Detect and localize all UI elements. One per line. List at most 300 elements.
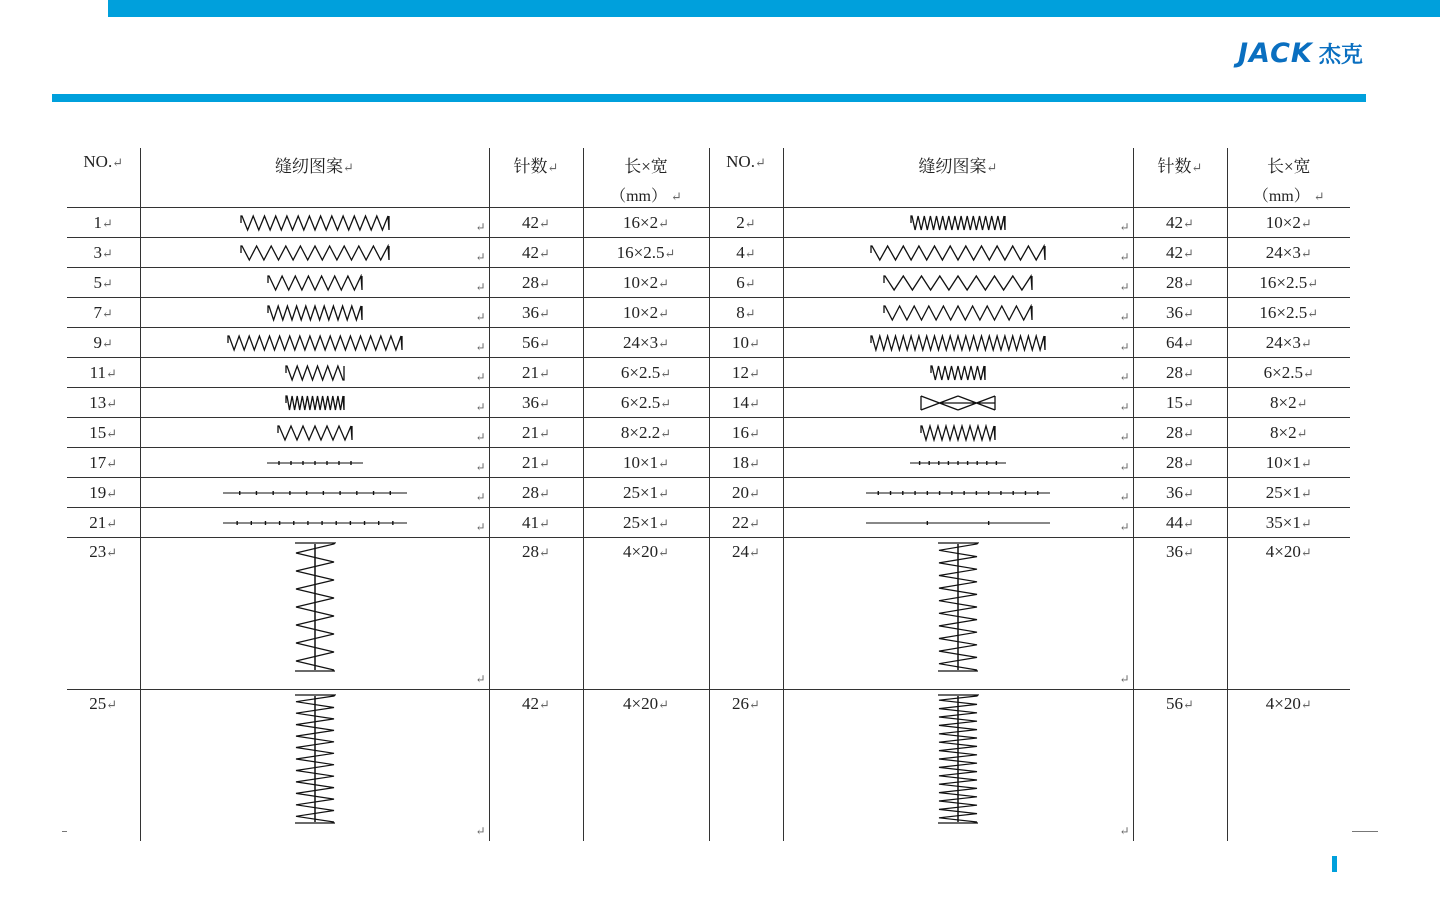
pattern-number-right-value: 18: [732, 452, 750, 472]
return-mark: ↵: [539, 365, 550, 381]
pattern-size-right: [1227, 508, 1350, 538]
stitch-count-value: 21: [522, 422, 540, 442]
return-mark: ↵: [1183, 395, 1194, 411]
table-row: [67, 690, 1350, 842]
return-mark: ↵: [1183, 215, 1194, 231]
table-row: [67, 268, 1350, 298]
pattern-size: [583, 418, 709, 448]
stitch-count: [489, 298, 583, 328]
stitch-count-value: 28: [522, 542, 540, 561]
pattern-size-value: 4×20: [623, 694, 659, 713]
pattern-size-value: 10×2: [623, 302, 659, 322]
stitch-count: [489, 358, 583, 388]
stitch-pattern-zigzag-icon: [277, 424, 353, 442]
return-mark: ↵: [1183, 697, 1194, 712]
stitch-count-right: [1133, 538, 1227, 690]
stitch-pattern-cross-icon: [920, 394, 996, 412]
return-mark: ↵: [1119, 310, 1130, 324]
stitch-pattern-line-icon: [866, 489, 1050, 497]
pattern-number: [67, 208, 140, 238]
return-mark: ↵: [1119, 460, 1130, 474]
return-mark: ↵: [539, 245, 550, 261]
return-mark: ↵: [1300, 245, 1312, 261]
pattern-diagram-right: [783, 448, 1133, 478]
stitch-count-right-value: 56: [1166, 694, 1184, 713]
return-mark: ↵: [475, 370, 486, 384]
return-mark: ↵: [475, 824, 486, 838]
pattern-number-value: 19: [89, 482, 107, 502]
stitch-pattern-zigzag-icon: [267, 274, 363, 292]
pattern-diagram: [140, 690, 489, 842]
pattern-number-right-value: 6: [736, 272, 745, 292]
return-mark: ↵: [1119, 250, 1130, 264]
return-mark: ↵: [658, 305, 669, 321]
pattern-number-value: 23: [89, 542, 107, 561]
pattern-number-value: 3: [93, 242, 103, 262]
return-mark: ↵: [1119, 400, 1130, 414]
stitch-pattern-line-icon: [223, 519, 407, 527]
pattern-number-right: [709, 298, 783, 328]
pattern-number: [67, 268, 140, 298]
stitch-count-right-value: 42: [1166, 242, 1184, 262]
return-mark: ↵: [658, 335, 669, 351]
stitch-pattern-zigzag-icon: [883, 304, 1033, 322]
pattern-size: [583, 208, 709, 238]
return-mark: ↵: [539, 395, 550, 411]
return-mark: ↵: [1300, 545, 1312, 560]
stitch-count: [489, 328, 583, 358]
pattern-size: [583, 328, 709, 358]
return-mark: ↵: [749, 365, 760, 381]
return-mark: ↵: [1183, 365, 1194, 381]
return-mark: ↵: [1307, 305, 1319, 321]
pattern-diagram-right: [783, 298, 1133, 328]
pattern-diagram: [140, 268, 489, 298]
header-stitches: 针数↵: [489, 148, 583, 208]
return-mark: ↵: [1119, 824, 1130, 838]
table-row: [67, 298, 1350, 328]
pattern-size-value: 25×1: [623, 512, 659, 532]
table-row: [67, 478, 1350, 508]
pattern-diagram: [140, 388, 489, 418]
stitch-count-right-value: 28: [1166, 362, 1184, 382]
stitch-pattern-table: [67, 148, 1350, 841]
table-header-row: [67, 148, 1350, 208]
stitch-count: [489, 418, 583, 448]
pattern-diagram: [140, 508, 489, 538]
return-mark: ↵: [749, 425, 760, 441]
return-mark: ↵: [1307, 275, 1319, 291]
pattern-number-right: [709, 418, 783, 448]
return-mark: ↵: [749, 515, 760, 531]
return-mark: ↵: [539, 425, 550, 441]
pattern-number-right: [709, 508, 783, 538]
pattern-number: [67, 298, 140, 328]
stitch-count-right: [1133, 388, 1227, 418]
stitch-pattern-zigzag-icon: [267, 304, 363, 322]
pattern-number-value: 1: [93, 212, 103, 232]
stitch-pattern-zigzag-icon: [910, 214, 1006, 232]
pattern-size: [583, 298, 709, 328]
pattern-size-right-value: 35×1: [1265, 512, 1301, 532]
stitch-count-right: [1133, 298, 1227, 328]
pattern-size-right: [1227, 388, 1350, 418]
pattern-size-value: 16×2.5: [616, 242, 665, 262]
return-mark: ↵: [749, 455, 760, 471]
pattern-diagram-right: [783, 328, 1133, 358]
return-mark: ↵: [744, 245, 756, 261]
pattern-number-right-value: 12: [732, 362, 750, 382]
return-mark: ↵: [475, 400, 486, 414]
brand-logo: [1238, 36, 1363, 70]
pattern-number-right: [709, 478, 783, 508]
pattern-number-value: 15: [89, 422, 107, 442]
pattern-number-right-value: 24: [732, 542, 750, 561]
stitch-count-right-value: 36: [1166, 482, 1184, 502]
stitch-count-value: 28: [522, 272, 540, 292]
return-mark: ↵: [658, 455, 669, 471]
stitch-pattern-line-icon: [866, 519, 1050, 527]
pattern-size: [583, 538, 709, 690]
pattern-size-right: [1227, 268, 1350, 298]
pattern-number: [67, 328, 140, 358]
return-mark: ↵: [1300, 455, 1312, 471]
return-mark: ↵: [658, 215, 669, 231]
stitch-count-right: [1133, 238, 1227, 268]
return-mark: ↵: [1183, 335, 1194, 351]
pattern-diagram: [140, 208, 489, 238]
pattern-diagram-right: [783, 508, 1133, 538]
stitch-pattern-zigzag-icon: [883, 274, 1033, 292]
stitch-count: [489, 538, 583, 690]
stitch-count-right-value: 28: [1166, 422, 1184, 442]
stitch-pattern-vzig-icon: [294, 694, 336, 824]
pattern-number-right-value: 2: [736, 212, 745, 232]
return-mark: ↵: [539, 305, 550, 321]
return-mark: ↵: [1119, 280, 1130, 294]
pattern-diagram-right: [783, 538, 1133, 690]
stitch-count-right: [1133, 448, 1227, 478]
return-mark: ↵: [1183, 245, 1194, 261]
stitch-count: [489, 690, 583, 842]
logo-latin: JACK: [1238, 37, 1313, 69]
stitch-pattern-zigzag-icon: [240, 244, 390, 262]
header-size: 长×宽 （mm） ↵: [583, 148, 709, 208]
pattern-size-right: [1227, 328, 1350, 358]
return-mark: ↵: [1183, 515, 1194, 531]
return-mark: ↵: [1119, 370, 1130, 384]
stitch-count-value: 41: [522, 512, 540, 532]
return-mark: ↵: [1300, 515, 1312, 531]
pattern-size-value: 6×2.5: [620, 362, 661, 382]
stitch-pattern-zigzag-icon: [240, 214, 390, 232]
stitch-pattern-zigzag-icon: [870, 244, 1046, 262]
pattern-number-right: [709, 538, 783, 690]
pattern-diagram-right: [783, 208, 1133, 238]
return-mark: ↵: [1183, 305, 1194, 321]
pattern-size-right-value: 16×2.5: [1259, 302, 1308, 322]
pattern-number-right: [709, 690, 783, 842]
table-row: [67, 358, 1350, 388]
stitch-count-right-value: 36: [1166, 542, 1184, 561]
return-mark: ↵: [749, 545, 760, 560]
pattern-size-value: 24×3: [623, 332, 659, 352]
stitch-count: [489, 238, 583, 268]
return-mark: ↵: [106, 425, 118, 441]
return-mark: ↵: [1296, 395, 1308, 411]
return-mark: ↵: [106, 545, 118, 560]
stitch-pattern-vzig-icon: [937, 694, 979, 824]
header-no: NO.↵: [83, 152, 124, 171]
table-row: [67, 538, 1350, 690]
pattern-number: [67, 690, 140, 842]
pattern-number-value: 5: [93, 272, 103, 292]
pattern-number: [67, 358, 140, 388]
stitch-count-right: [1133, 208, 1227, 238]
stitch-pattern-line-icon: [910, 459, 1006, 467]
pattern-size: [583, 508, 709, 538]
return-mark: ↵: [102, 245, 113, 261]
table-row: [67, 418, 1350, 448]
return-mark: ↵: [539, 215, 550, 231]
stitch-count-right-value: 15: [1166, 392, 1184, 412]
header-pattern: 缝纫图案↵: [140, 148, 489, 208]
pattern-size-right-value: 16×2.5: [1259, 272, 1308, 292]
return-mark: ↵: [106, 485, 118, 501]
stitch-count-value: 42: [522, 212, 540, 232]
pattern-size-value: 25×1: [623, 482, 659, 502]
pattern-number: [67, 418, 140, 448]
return-mark: ↵: [1119, 340, 1130, 354]
pattern-size-right: [1227, 538, 1350, 690]
return-mark: ↵: [475, 220, 486, 234]
pattern-size: [583, 358, 709, 388]
return-mark: ↵: [1119, 430, 1130, 444]
pattern-size-right-value: 4×20: [1265, 542, 1301, 561]
return-mark: ↵: [1119, 672, 1130, 686]
pattern-number: [67, 508, 140, 538]
pattern-number: [67, 478, 140, 508]
pattern-diagram-right: [783, 358, 1133, 388]
pattern-number-right: [709, 208, 783, 238]
return-mark: ↵: [749, 485, 760, 501]
return-mark: ↵: [539, 545, 550, 560]
return-mark: ↵: [539, 515, 550, 531]
return-mark: ↵: [539, 275, 550, 291]
pattern-size-right-value: 10×1: [1265, 452, 1301, 472]
pattern-size-right-value: 24×3: [1265, 242, 1301, 262]
pattern-diagram-right: [783, 388, 1133, 418]
pattern-number-right: [709, 328, 783, 358]
pattern-number-value: 13: [89, 392, 107, 412]
return-mark: ↵: [1183, 425, 1194, 441]
stitch-count-right-value: 42: [1166, 212, 1184, 232]
pattern-diagram: [140, 418, 489, 448]
page-tick-right: [1352, 831, 1378, 832]
pattern-number: [67, 388, 140, 418]
stitch-count-value: 21: [522, 362, 540, 382]
table-row: [67, 328, 1350, 358]
return-mark: ↵: [660, 365, 672, 381]
return-mark: ↵: [475, 672, 486, 686]
return-mark: ↵: [1302, 365, 1314, 381]
return-mark: ↵: [475, 460, 486, 474]
return-mark: ↵: [1300, 215, 1312, 231]
stitch-pattern-vzig-icon: [294, 542, 336, 672]
pattern-diagram-right: [783, 418, 1133, 448]
return-mark: ↵: [475, 520, 486, 534]
return-mark: ↵: [475, 430, 486, 444]
pattern-number-right: [709, 358, 783, 388]
pattern-size: [583, 268, 709, 298]
pattern-number-right-value: 10: [732, 332, 750, 352]
stitch-pattern-vzig-icon: [937, 542, 979, 672]
return-mark: ↵: [744, 305, 756, 321]
return-mark: ↵: [539, 697, 550, 712]
return-mark: ↵: [658, 485, 669, 501]
pattern-diagram-right: [783, 478, 1133, 508]
return-mark: ↵: [1183, 545, 1194, 560]
header-no-right: NO.↵: [709, 148, 783, 208]
pattern-number-value: 21: [89, 512, 107, 532]
return-mark: ↵: [1300, 335, 1312, 351]
pattern-number-right-value: 4: [736, 242, 745, 262]
stitch-count-value: 28: [522, 482, 540, 502]
return-mark: ↵: [105, 365, 117, 381]
pattern-number-right-value: 26: [732, 694, 750, 713]
return-mark: ↵: [106, 697, 118, 712]
pattern-diagram: [140, 478, 489, 508]
pattern-number-value: 11: [89, 362, 106, 382]
stitch-count: [489, 508, 583, 538]
pattern-size-right-value: 6×2.5: [1263, 362, 1303, 382]
return-mark: ↵: [658, 275, 669, 291]
table-row: [67, 208, 1350, 238]
pattern-size-right: [1227, 478, 1350, 508]
pattern-size-right-value: 8×2: [1270, 422, 1297, 442]
pattern-size-value: 10×1: [623, 452, 659, 472]
pattern-number: [67, 538, 140, 690]
pattern-size: [583, 388, 709, 418]
return-mark: ↵: [102, 305, 113, 321]
stitch-pattern-line-icon: [267, 459, 363, 467]
stitch-count-right-value: 64: [1166, 332, 1184, 352]
stitch-count-right: [1133, 418, 1227, 448]
return-mark: ↵: [106, 395, 118, 411]
pattern-size-right-value: 10×2: [1265, 212, 1301, 232]
pattern-size-right: [1227, 418, 1350, 448]
stitch-count-right: [1133, 358, 1227, 388]
return-mark: ↵: [1183, 485, 1194, 501]
table-row: [67, 448, 1350, 478]
pattern-number-right-value: 16: [732, 422, 750, 442]
pattern-size-right: [1227, 238, 1350, 268]
stitch-count-right: [1133, 508, 1227, 538]
stitch-count-right: [1133, 690, 1227, 842]
return-mark: ↵: [539, 485, 550, 501]
pattern-size: [583, 448, 709, 478]
stitch-count-right: [1133, 328, 1227, 358]
stitch-pattern-line-icon: [223, 489, 407, 497]
stitch-count-right-value: 36: [1166, 302, 1184, 322]
pattern-number-right-value: 22: [732, 512, 750, 532]
return-mark: ↵: [749, 335, 760, 351]
pattern-diagram-right: [783, 690, 1133, 842]
stitch-pattern-zigzag-icon: [930, 364, 986, 382]
pattern-number: [67, 448, 140, 478]
stitch-count: [489, 268, 583, 298]
pattern-size-value: 8×2.2: [620, 422, 661, 442]
pattern-size-value: 16×2: [623, 212, 659, 232]
table-row: [67, 388, 1350, 418]
page-marker: [1332, 856, 1337, 872]
header-divider-bar: [52, 94, 1366, 102]
return-mark: ↵: [102, 215, 113, 231]
pattern-number-right: [709, 268, 783, 298]
return-mark: ↵: [658, 515, 669, 531]
return-mark: ↵: [660, 425, 672, 441]
return-mark: ↵: [102, 275, 113, 291]
return-mark: ↵: [1119, 220, 1130, 234]
pattern-diagram-right: [783, 238, 1133, 268]
stitch-count-value: 56: [522, 332, 540, 352]
pattern-number-right-value: 8: [736, 302, 745, 322]
pattern-number-value: 7: [93, 302, 103, 322]
return-mark: ↵: [539, 335, 550, 351]
pattern-number-right: [709, 238, 783, 268]
stitch-pattern-zigzag-icon: [285, 394, 345, 412]
pattern-number-right: [709, 388, 783, 418]
pattern-size-right-value: 4×20: [1265, 694, 1301, 713]
pattern-size-right: [1227, 690, 1350, 842]
return-mark: ↵: [106, 515, 118, 531]
return-mark: ↵: [475, 250, 486, 264]
pattern-size-right-value: 8×2: [1270, 392, 1297, 412]
return-mark: ↵: [660, 395, 672, 411]
return-mark: ↵: [744, 215, 756, 231]
pattern-diagram: [140, 538, 489, 690]
stitch-count: [489, 448, 583, 478]
table-row: [67, 238, 1350, 268]
return-mark: ↵: [475, 490, 486, 504]
return-mark: ↵: [1183, 275, 1194, 291]
pattern-diagram-right: [783, 268, 1133, 298]
stitch-count-value: 36: [522, 302, 540, 322]
top-accent-bar: [108, 0, 1440, 17]
pattern-number-value: 25: [89, 694, 107, 713]
pattern-size-value: 6×2.5: [620, 392, 661, 412]
return-mark: ↵: [1119, 490, 1130, 504]
pattern-size-right: [1227, 208, 1350, 238]
return-mark: ↵: [1183, 455, 1194, 471]
return-mark: ↵: [539, 455, 550, 471]
pattern-size: [583, 690, 709, 842]
pattern-diagram: [140, 448, 489, 478]
pattern-number-right: [709, 448, 783, 478]
stitch-count: [489, 388, 583, 418]
stitch-count-value: 42: [522, 694, 540, 713]
stitch-count-right: [1133, 478, 1227, 508]
stitch-pattern-zigzag-icon: [285, 364, 345, 382]
stitch-count: [489, 208, 583, 238]
pattern-number-right-value: 14: [732, 392, 750, 412]
table-row: [67, 508, 1350, 538]
pattern-diagram: [140, 238, 489, 268]
stitch-pattern-zigzag-icon: [920, 424, 996, 442]
header-pattern-right: 缝纫图案↵: [783, 148, 1133, 208]
pattern-size-right: [1227, 358, 1350, 388]
pattern-diagram: [140, 298, 489, 328]
